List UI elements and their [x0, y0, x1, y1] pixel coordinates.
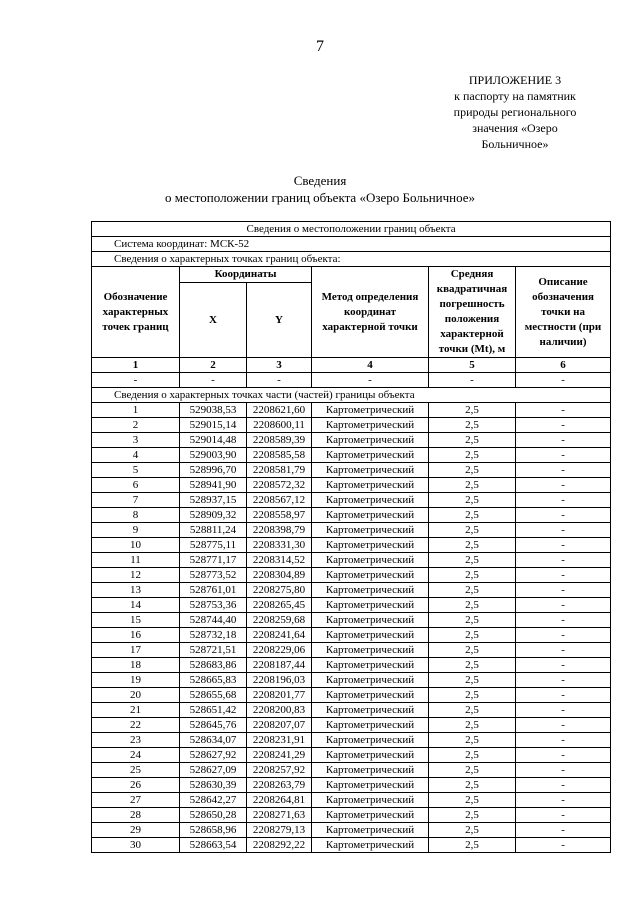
method-cell: Картометрический	[312, 808, 429, 823]
error-cell: 2,5	[429, 823, 516, 838]
x-coordinate-cell: 528996,70	[180, 463, 247, 478]
page-number: 7	[316, 38, 324, 55]
y-coordinate-cell: 2208259,68	[247, 613, 312, 628]
y-coordinate-cell: 2208567,12	[247, 493, 312, 508]
x-coordinate-cell: 528650,28	[180, 808, 247, 823]
point-number-cell: 1	[92, 403, 180, 418]
error-cell: 2,5	[429, 733, 516, 748]
method-cell: Картометрический	[312, 478, 429, 493]
x-coordinate-cell: 528683,86	[180, 658, 247, 673]
x-coordinate-cell: 529038,53	[180, 403, 247, 418]
x-coordinate-cell: 528775,11	[180, 538, 247, 553]
x-coordinate-cell: 528732,18	[180, 628, 247, 643]
point-number-cell: 6	[92, 478, 180, 493]
description-cell: -	[516, 808, 611, 823]
description-cell: -	[516, 718, 611, 733]
method-cell: Картометрический	[312, 613, 429, 628]
table-row	[92, 568, 611, 583]
header-designation: Обозначение характерных точек границ	[92, 267, 180, 358]
y-coordinate-cell: 2208600,11	[247, 418, 312, 433]
method-cell: Картометрический	[312, 733, 429, 748]
point-number-cell: 21	[92, 703, 180, 718]
error-cell: 2,5	[429, 538, 516, 553]
description-cell: -	[516, 598, 611, 613]
point-number-cell: 12	[92, 568, 180, 583]
x-coordinate-cell: 528651,42	[180, 703, 247, 718]
y-coordinate-cell: 2208585,58	[247, 448, 312, 463]
empty-cell: -	[516, 373, 611, 388]
table-row	[92, 628, 611, 643]
description-cell: -	[516, 568, 611, 583]
appendix-line: Больничное»	[481, 137, 549, 151]
table-row	[92, 643, 611, 658]
point-number-cell: 23	[92, 733, 180, 748]
point-number-cell: 3	[92, 433, 180, 448]
method-cell: Картометрический	[312, 748, 429, 763]
y-coordinate-cell: 2208279,13	[247, 823, 312, 838]
point-number-cell: 17	[92, 643, 180, 658]
point-number-cell: 28	[92, 808, 180, 823]
error-cell: 2,5	[429, 478, 516, 493]
empty-cell: -	[247, 373, 312, 388]
point-number-cell: 5	[92, 463, 180, 478]
table-row	[92, 553, 611, 568]
error-cell: 2,5	[429, 838, 516, 853]
error-cell: 2,5	[429, 568, 516, 583]
appendix-header	[420, 72, 610, 152]
y-coordinate-cell: 2208200,83	[247, 703, 312, 718]
error-cell: 2,5	[429, 808, 516, 823]
error-cell: 2,5	[429, 463, 516, 478]
table-row	[92, 688, 611, 703]
appendix-line: природы регионального	[453, 105, 577, 119]
error-cell: 2,5	[429, 598, 516, 613]
description-cell: -	[516, 553, 611, 568]
boundary-points-table	[91, 221, 611, 853]
x-coordinate-cell: 528634,07	[180, 733, 247, 748]
appendix-line: ПРИЛОЖЕНИЕ 3	[468, 73, 562, 87]
table-row	[92, 433, 611, 448]
y-coordinate-cell: 2208196,03	[247, 673, 312, 688]
header-x: X	[180, 283, 247, 358]
error-cell: 2,5	[429, 583, 516, 598]
point-number-cell: 22	[92, 718, 180, 733]
error-cell: 2,5	[429, 748, 516, 763]
x-coordinate-cell: 528642,27	[180, 793, 247, 808]
description-cell: -	[516, 703, 611, 718]
method-cell: Картометрический	[312, 673, 429, 688]
error-cell: 2,5	[429, 508, 516, 523]
point-number-cell: 18	[92, 658, 180, 673]
point-number-cell: 9	[92, 523, 180, 538]
table-row	[92, 613, 611, 628]
empty-cell: -	[312, 373, 429, 388]
point-number-cell: 25	[92, 763, 180, 778]
point-number-cell: 7	[92, 493, 180, 508]
method-cell: Картометрический	[312, 538, 429, 553]
method-cell: Картометрический	[312, 778, 429, 793]
table-row	[92, 463, 611, 478]
point-number-cell: 20	[92, 688, 180, 703]
method-cell: Картометрический	[312, 658, 429, 673]
description-cell: -	[516, 478, 611, 493]
header-description: Описание обозначения точки на местности (при наличии)	[516, 267, 611, 358]
x-coordinate-cell: 529014,48	[180, 433, 247, 448]
error-cell: 2,5	[429, 763, 516, 778]
method-cell: Картометрический	[312, 763, 429, 778]
y-coordinate-cell: 2208263,79	[247, 778, 312, 793]
error-cell: 2,5	[429, 718, 516, 733]
description-cell: -	[516, 838, 611, 853]
point-number-cell: 10	[92, 538, 180, 553]
y-coordinate-cell: 2208257,92	[247, 763, 312, 778]
error-cell: 2,5	[429, 703, 516, 718]
description-cell: -	[516, 823, 611, 838]
x-coordinate-cell: 528761,01	[180, 583, 247, 598]
error-cell: 2,5	[429, 658, 516, 673]
error-cell: 2,5	[429, 523, 516, 538]
point-number-cell: 26	[92, 778, 180, 793]
description-cell: -	[516, 403, 611, 418]
point-number-cell: 11	[92, 553, 180, 568]
point-number-cell: 19	[92, 673, 180, 688]
y-coordinate-cell: 2208231,91	[247, 733, 312, 748]
table-row	[92, 733, 611, 748]
y-coordinate-cell: 2208241,64	[247, 628, 312, 643]
point-number-cell: 29	[92, 823, 180, 838]
description-cell: -	[516, 658, 611, 673]
table-row	[92, 823, 611, 838]
method-cell: Картометрический	[312, 418, 429, 433]
table-row	[92, 583, 611, 598]
x-coordinate-cell: 528663,54	[180, 838, 247, 853]
table-row	[92, 778, 611, 793]
table-title: Сведения о местоположении границ объекта	[92, 222, 611, 237]
x-coordinate-cell: 528811,24	[180, 523, 247, 538]
x-coordinate-cell: 528655,68	[180, 688, 247, 703]
header-error: Средняя квадратичная погрешность положения характерной точки (Mt), м	[429, 267, 516, 358]
table-row	[92, 658, 611, 673]
method-cell: Картометрический	[312, 823, 429, 838]
header-coordinates: Координаты	[180, 267, 312, 283]
y-coordinate-cell: 2208292,22	[247, 838, 312, 853]
description-cell: -	[516, 463, 611, 478]
table-row	[92, 673, 611, 688]
method-cell: Картометрический	[312, 718, 429, 733]
y-coordinate-cell: 2208207,07	[247, 718, 312, 733]
x-coordinate-cell: 528630,39	[180, 778, 247, 793]
x-coordinate-cell: 528937,15	[180, 493, 247, 508]
column-number: 1	[92, 358, 180, 373]
error-cell: 2,5	[429, 493, 516, 508]
table-row	[92, 418, 611, 433]
y-coordinate-cell: 2208265,45	[247, 598, 312, 613]
column-number: 5	[429, 358, 516, 373]
error-cell: 2,5	[429, 403, 516, 418]
method-cell: Картометрический	[312, 688, 429, 703]
x-coordinate-cell: 528909,32	[180, 508, 247, 523]
column-number: 6	[516, 358, 611, 373]
y-coordinate-cell: 2208331,30	[247, 538, 312, 553]
y-coordinate-cell: 2208572,32	[247, 478, 312, 493]
method-cell: Картометрический	[312, 703, 429, 718]
description-cell: -	[516, 448, 611, 463]
error-cell: 2,5	[429, 673, 516, 688]
empty-row	[92, 373, 611, 388]
table-row	[92, 703, 611, 718]
appendix-line: к паспорту на памятник	[454, 89, 576, 103]
method-cell: Картометрический	[312, 838, 429, 853]
description-cell: -	[516, 733, 611, 748]
point-number-cell: 16	[92, 628, 180, 643]
description-cell: -	[516, 433, 611, 448]
description-cell: -	[516, 673, 611, 688]
description-cell: -	[516, 538, 611, 553]
table-row	[92, 508, 611, 523]
method-cell: Картометрический	[312, 433, 429, 448]
description-cell: -	[516, 508, 611, 523]
point-number-cell: 30	[92, 838, 180, 853]
x-coordinate-cell: 529015,14	[180, 418, 247, 433]
table-row	[92, 718, 611, 733]
description-cell: -	[516, 643, 611, 658]
heading-line-2: о местоположении границ объекта «Озеро Больничное»	[164, 190, 476, 205]
method-cell: Картометрический	[312, 583, 429, 598]
point-number-cell: 14	[92, 598, 180, 613]
x-coordinate-cell: 528773,52	[180, 568, 247, 583]
y-coordinate-cell: 2208229,06	[247, 643, 312, 658]
error-cell: 2,5	[429, 778, 516, 793]
empty-cell: -	[429, 373, 516, 388]
y-coordinate-cell: 2208201,77	[247, 688, 312, 703]
method-cell: Картометрический	[312, 793, 429, 808]
point-number-cell: 8	[92, 508, 180, 523]
x-coordinate-cell: 528941,90	[180, 478, 247, 493]
x-coordinate-cell: 528627,09	[180, 763, 247, 778]
error-cell: 2,5	[429, 688, 516, 703]
document-heading	[0, 172, 640, 206]
y-coordinate-cell: 2208275,80	[247, 583, 312, 598]
error-cell: 2,5	[429, 793, 516, 808]
description-cell: -	[516, 748, 611, 763]
column-number: 3	[247, 358, 312, 373]
table-row	[92, 838, 611, 853]
y-coordinate-cell: 2208398,79	[247, 523, 312, 538]
method-cell: Картометрический	[312, 523, 429, 538]
y-coordinate-cell: 2208241,29	[247, 748, 312, 763]
column-numbers-row	[92, 358, 611, 373]
table-row	[92, 493, 611, 508]
table-row	[92, 478, 611, 493]
description-cell: -	[516, 493, 611, 508]
point-number-cell: 13	[92, 583, 180, 598]
description-cell: -	[516, 583, 611, 598]
appendix-line: значения «Озеро	[472, 121, 558, 135]
error-cell: 2,5	[429, 448, 516, 463]
description-cell: -	[516, 688, 611, 703]
error-cell: 2,5	[429, 553, 516, 568]
description-cell: -	[516, 778, 611, 793]
method-cell: Картометрический	[312, 508, 429, 523]
table-row	[92, 793, 611, 808]
method-cell: Картометрический	[312, 643, 429, 658]
y-coordinate-cell: 2208589,39	[247, 433, 312, 448]
x-coordinate-cell: 528645,76	[180, 718, 247, 733]
table-row	[92, 763, 611, 778]
description-cell: -	[516, 523, 611, 538]
method-cell: Картометрический	[312, 553, 429, 568]
description-cell: -	[516, 613, 611, 628]
error-cell: 2,5	[429, 628, 516, 643]
y-coordinate-cell: 2208621,60	[247, 403, 312, 418]
x-coordinate-cell: 528771,17	[180, 553, 247, 568]
y-coordinate-cell: 2208558,97	[247, 508, 312, 523]
table-row	[92, 748, 611, 763]
method-cell: Картометрический	[312, 403, 429, 418]
description-cell: -	[516, 793, 611, 808]
point-number-cell: 24	[92, 748, 180, 763]
error-cell: 2,5	[429, 418, 516, 433]
point-number-cell: 2	[92, 418, 180, 433]
table-row	[92, 808, 611, 823]
y-coordinate-cell: 2208271,63	[247, 808, 312, 823]
header-method: Метод определения координат характерной точки	[312, 267, 429, 358]
x-coordinate-cell: 528753,36	[180, 598, 247, 613]
method-cell: Картометрический	[312, 463, 429, 478]
y-coordinate-cell: 2208581,79	[247, 463, 312, 478]
table-row	[92, 598, 611, 613]
error-cell: 2,5	[429, 433, 516, 448]
table-row	[92, 523, 611, 538]
method-cell: Картометрический	[312, 448, 429, 463]
x-coordinate-cell: 528744,40	[180, 613, 247, 628]
x-coordinate-cell: 528721,51	[180, 643, 247, 658]
header-y: Y	[247, 283, 312, 358]
y-coordinate-cell: 2208187,44	[247, 658, 312, 673]
table-row	[92, 448, 611, 463]
point-number-cell: 4	[92, 448, 180, 463]
x-coordinate-cell: 529003,90	[180, 448, 247, 463]
column-number: 4	[312, 358, 429, 373]
method-cell: Картометрический	[312, 598, 429, 613]
y-coordinate-cell: 2208264,81	[247, 793, 312, 808]
column-number: 2	[180, 358, 247, 373]
x-coordinate-cell: 528665,83	[180, 673, 247, 688]
description-cell: -	[516, 628, 611, 643]
error-cell: 2,5	[429, 613, 516, 628]
empty-cell: -	[180, 373, 247, 388]
description-cell: -	[516, 763, 611, 778]
section-points-title: Сведения о характерных точках границ объекта:	[92, 252, 611, 267]
section-parts-title: Сведения о характерных точках части (частей) границы объекта	[92, 388, 611, 403]
table-row	[92, 403, 611, 418]
error-cell: 2,5	[429, 643, 516, 658]
heading-line-1: Сведения	[293, 173, 347, 188]
x-coordinate-cell: 528627,92	[180, 748, 247, 763]
table-row	[92, 538, 611, 553]
point-number-cell: 27	[92, 793, 180, 808]
empty-cell: -	[92, 373, 180, 388]
point-number-cell: 15	[92, 613, 180, 628]
y-coordinate-cell: 2208304,89	[247, 568, 312, 583]
method-cell: Картометрический	[312, 493, 429, 508]
x-coordinate-cell: 528658,96	[180, 823, 247, 838]
description-cell: -	[516, 418, 611, 433]
method-cell: Картометрический	[312, 628, 429, 643]
y-coordinate-cell: 2208314,52	[247, 553, 312, 568]
coordinate-system: Система координат: МСК-52	[92, 237, 611, 252]
method-cell: Картометрический	[312, 568, 429, 583]
